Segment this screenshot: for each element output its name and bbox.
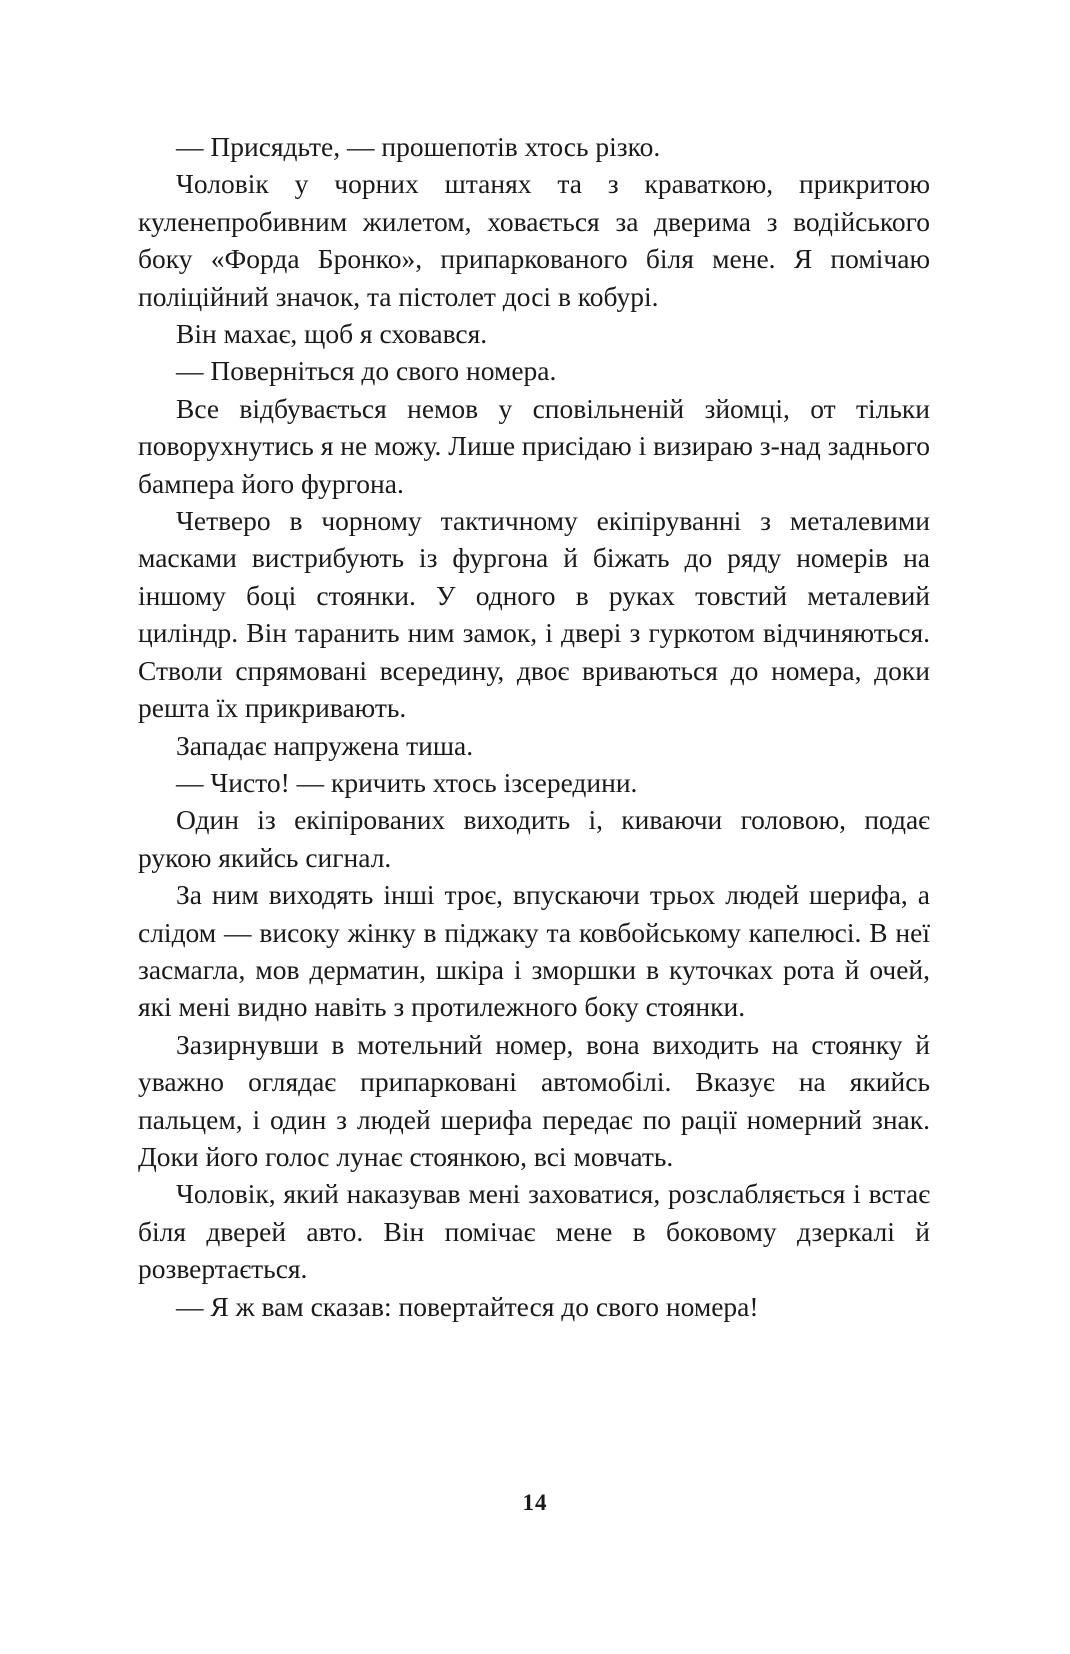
paragraph: Один із екіпірованих виходить і, киваючи головою, подає рукою якийсь сигнал. bbox=[138, 804, 930, 873]
paragraph: — Я ж вам сказав: повертайтеся до свого номера! bbox=[176, 1290, 759, 1322]
paragraph: — Чисто! — кричить хтось ізсередини. bbox=[176, 766, 638, 798]
paragraph: Чоловік, який наказував мені заховатися, розслабляється і встає біля дверей авто. Він помічає мене в боковому дзеркалі й розвертається. bbox=[138, 1178, 930, 1285]
paragraph: — Поверніться до свого номера. bbox=[176, 355, 557, 387]
paragraph: — Присядьте, — прошепотів хтось різко. bbox=[176, 131, 661, 162]
page-number: 14 bbox=[522, 1490, 548, 1515]
paragraph: Четверо в чорному тактичному екіпіруванні з металевими масками вистрибують із фургона й біжать до ряду номерів на іншому боці стоянки. У одного в руках товстий металевий циліндр. Він таранить ним замок, і двері з гуркотом відчиняються. Стволи спрямовані всередину, двоє вриваються до номера, доки решта їх прикривають. bbox=[138, 505, 930, 724]
paragraph: Чоловік у чорних штанях та з краваткою, прикритою куленепробивним жилетом, ховається за дверима з водійського боку «Форда Бронко», припаркованого біля мене. Я помічаю поліційний значок, та пістолет досі в кобурі. bbox=[138, 168, 930, 312]
paragraph: Все відбувається немов у сповільненій зйомці, от тільки поворухнутись я не можу. Лише присідаю і визираю з-над заднього бампера його фургона. bbox=[138, 392, 930, 499]
paragraph: Зазирнувши в мотельний номер, вона виходить на стоянку й уважно оглядає припарковані автомобілі. Вказує на якийсь пальцем, і один з людей шерифа передає по рації номерний знак. Доки його голос лунає стоянкою, всі мовчать. bbox=[138, 1028, 930, 1172]
paragraph: Він махає, щоб я сховався. bbox=[176, 318, 488, 350]
paragraph: За ним виходять інші троє, впускаючи трьох людей шерифа, а слідом — високу жінку в піджаку та ковбойському капелюсі. В неї засмагла, мов дерматин, шкіра і зморшки в куточках рота й очей, які мені видно навіть з протилежного боку стоянки. bbox=[138, 879, 930, 1023]
paragraph: Западає напружена тиша. bbox=[176, 729, 474, 761]
page-body bbox=[138, 128, 930, 1325]
